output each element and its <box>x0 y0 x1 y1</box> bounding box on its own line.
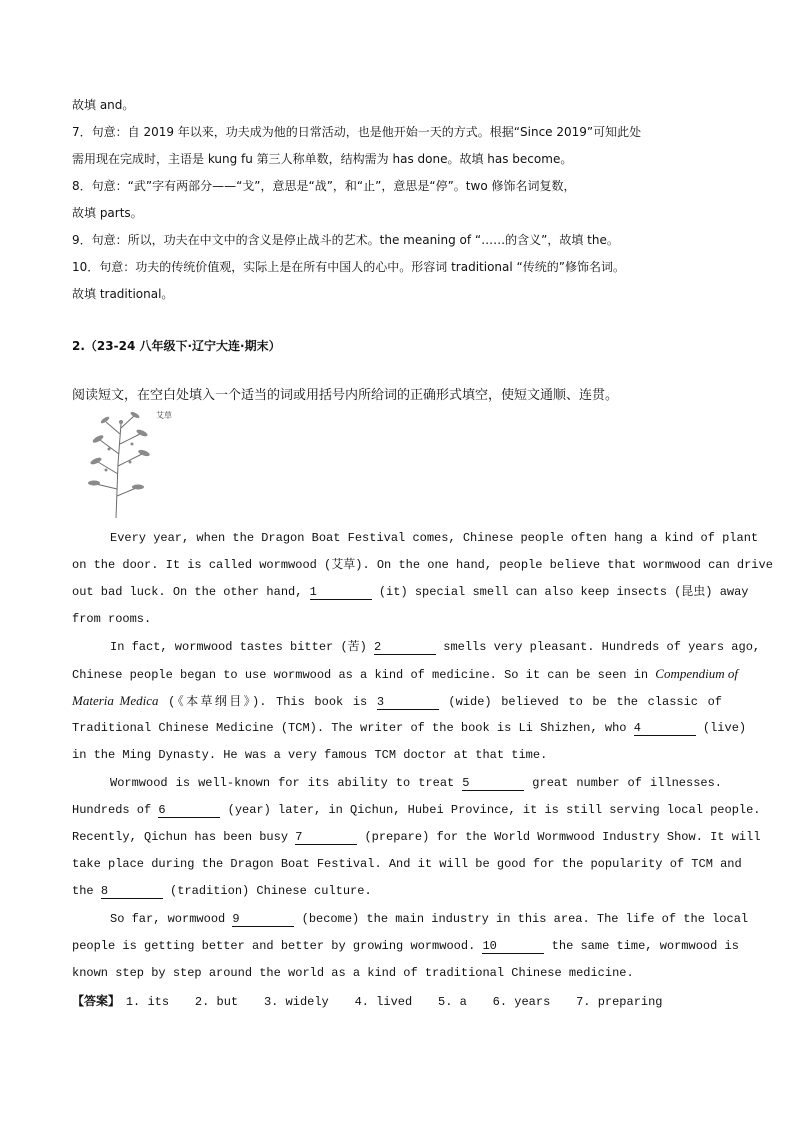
explanation-line: 需用现在完成时，主语是 kung fu 第三人称单数，结构需为 has done。故填 has become。 <box>72 152 573 166</box>
explanation-line: 8．句意：“武”字有两部分——“戈”，意思是“战”，和“止”，意思是“停”。two 修饰名词复数， <box>72 179 576 193</box>
blank-8[interactable]: 8 <box>101 884 163 899</box>
blank-9[interactable]: 9 <box>232 912 294 927</box>
passage-line: Materia Medica (《本草纲目》). This book is 3 (wide) believed to be the classic of <box>72 693 722 709</box>
blank-6[interactable]: 6 <box>158 803 220 818</box>
blank-5[interactable]: 5 <box>462 776 524 791</box>
passage-line: Hundreds of 6 (year) later, in Qichun, Hubei Province, it is still serving local people. <box>72 803 761 817</box>
passage-line: people is getting better and better by growing wormwood. 10 the same time, wormwood is <box>72 939 739 953</box>
passage-line: take place during the Dragon Boat Festival. And it will be good for the popularity of TCM and <box>72 857 742 871</box>
explanation-line: 故填 and。 <box>72 98 135 112</box>
image-caption: 艾草 <box>156 411 172 420</box>
explanation-line: 9．句意：所以，功夫在中文中的含义是停止战斗的艺术。the meaning of “……的含义”，故填 the。 <box>72 233 619 247</box>
blank-10[interactable]: 10 <box>482 939 544 954</box>
explanation-line: 故填 traditional。 <box>72 287 174 301</box>
answer-item: 1. its <box>125 995 170 1009</box>
answer-line <box>72 992 685 1009</box>
passage-line: Every year, when the Dragon Boat Festival comes, Chinese people often hang a kind of plant <box>110 531 759 545</box>
wormwood-illustration <box>76 404 172 520</box>
explanation-line: 10．句意：功夫的传统价值观，实际上是在所有中国人的心中。形容词 traditional “传统的”修饰名词。 <box>72 260 625 274</box>
blank-1[interactable]: 1 <box>310 585 372 600</box>
question-title: 2.（23-24 八年级下·辽宁大连·期末） <box>72 339 281 353</box>
answer-item: 3. widely <box>263 995 329 1009</box>
passage-line: on the door. It is called wormwood (艾草). On the one hand, people believe that wormwood can drive <box>72 558 773 572</box>
answer-item: 4. lived <box>354 995 413 1009</box>
explanation-line: 7．句意：自 2019 年以来，功夫成为他的日常活动，也是他开始一天的方式。根据“Since 2019”可知此处 <box>72 125 642 139</box>
passage-line: In fact, wormwood tastes bitter (苦) 2 smells very pleasant. Hundreds of years ago, <box>110 640 761 654</box>
passage-line: known step by step around the world as a kind of traditional Chinese medicine. <box>72 966 634 980</box>
blank-4[interactable]: 4 <box>634 721 696 736</box>
blank-7[interactable]: 7 <box>295 830 357 845</box>
passage-line: So far, wormwood 9 (become) the main industry in this area. The life of the local <box>110 912 749 926</box>
passage-line: in the Ming Dynasty. He was a very famous TCM doctor at that time. <box>72 748 548 762</box>
passage-line: Wormwood is well-known for its ability to treat 5 great number of illnesses. <box>110 776 722 790</box>
passage-line: out bad luck. On the other hand, 1 (it) special smell can also keep insects (昆虫) away <box>72 585 749 599</box>
answer-item: 6. years <box>492 995 551 1009</box>
answer-item: 7. preparing <box>576 995 663 1009</box>
book-title-italic: Compendium of <box>655 666 738 681</box>
blank-2[interactable]: 2 <box>374 640 436 655</box>
answer-label: 【答案】 <box>72 994 121 1008</box>
answer-item: 5. a <box>438 995 467 1009</box>
answer-item: 2. but <box>194 995 239 1009</box>
passage-line: from rooms. <box>72 612 152 626</box>
explanation-line: 故填 parts。 <box>72 206 143 220</box>
question-instruction: 阅读短文，在空白处填入一个适当的词或用括号内所给词的正确形式填空，使短文通顺、连贯。 <box>72 388 619 403</box>
passage-line: Recently, Qichun has been busy 7 (prepare) for the World Wormwood Industry Show. It will <box>72 830 761 844</box>
blank-3[interactable]: 3 <box>377 695 439 710</box>
passage-line: Chinese people began to use wormwood as a kind of medicine. So it can be seen in Compendium of <box>72 666 738 682</box>
passage-line: Traditional Chinese Medicine (TCM). The writer of the book is Li Shizhen, who 4 (live) <box>72 721 747 735</box>
passage-line: the 8 (tradition) Chinese culture. <box>72 884 372 898</box>
